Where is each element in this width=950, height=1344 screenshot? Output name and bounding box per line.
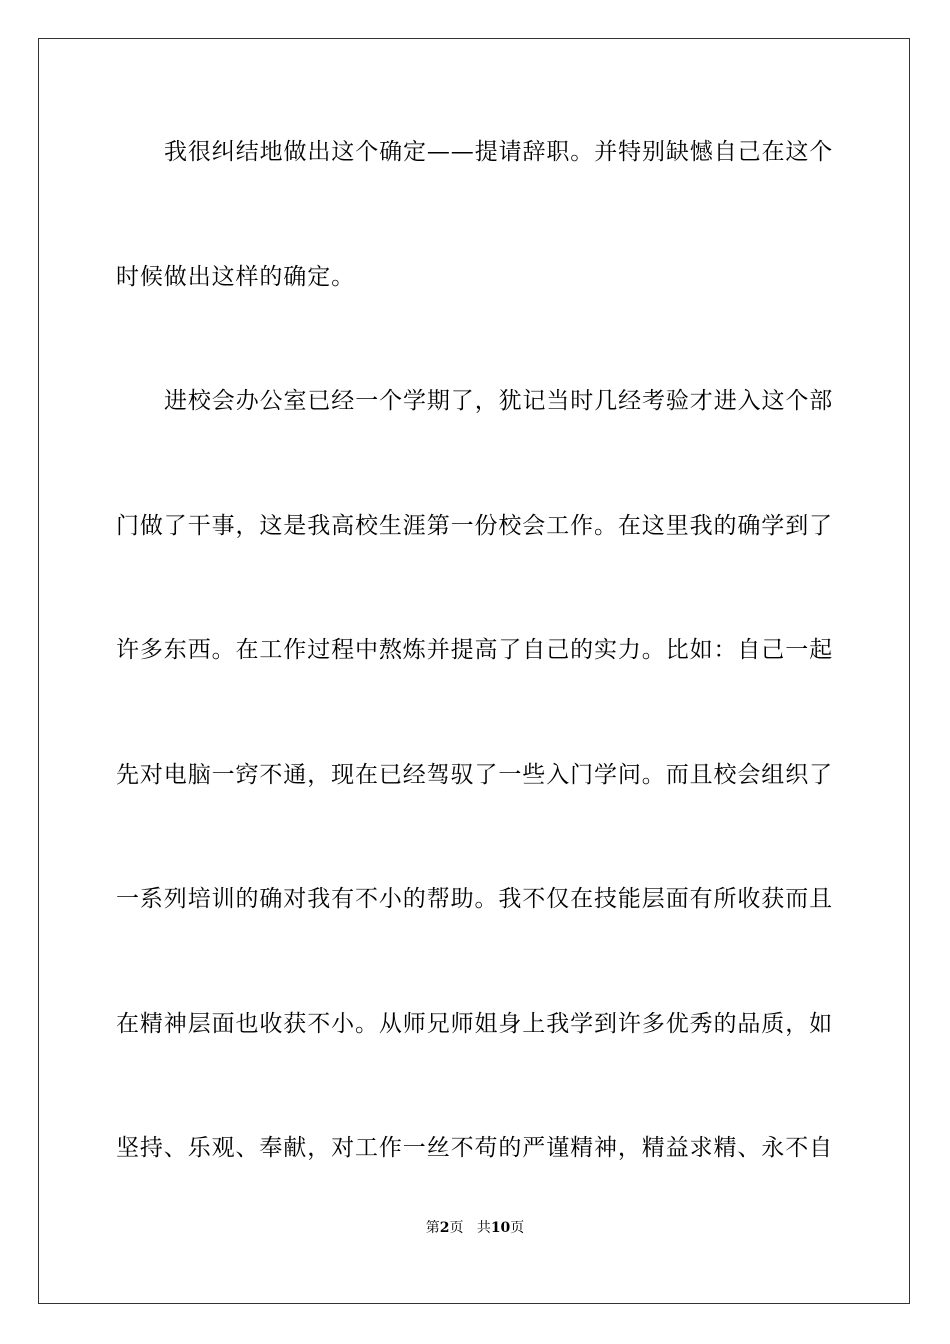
paragraph-line: 坚持、乐观、奉献，对工作一丝不苟的严谨精神，精益求精、永不自 bbox=[116, 1135, 833, 1161]
total-prefix: 共 bbox=[476, 1220, 491, 1236]
page-number: 2 bbox=[439, 1220, 450, 1236]
paragraph-line: 在精神层面也收获不小。从师兄师姐身上我学到许多优秀的品质，如 bbox=[116, 1011, 833, 1037]
paragraph-line: 进校会办公室已经一个学期了，犹记当时几经考验才进入这个部 bbox=[164, 388, 834, 414]
paragraph-line: 先对电脑一窍不通，现在已经驾驭了一些入门学问。而且校会组织了 bbox=[116, 762, 833, 788]
page-footer bbox=[0, 1219, 950, 1237]
page-suffix: 页 bbox=[449, 1220, 464, 1236]
paragraph-line: 门做了干事，这是我高校生涯第一份校会工作。在这里我的确学到了 bbox=[116, 513, 833, 539]
total-pages: 10 bbox=[490, 1220, 511, 1236]
paragraph-line: 时候做出这样的确定。 bbox=[116, 264, 355, 290]
paragraph-line: 一系列培训的确对我有不小的帮助。我不仅在技能层面有所收获而且 bbox=[116, 886, 833, 912]
page-border bbox=[38, 38, 910, 1304]
page-prefix: 第 bbox=[425, 1220, 440, 1236]
paragraph-line: 我很纠结地做出这个确定——提请辞职。并特别缺憾自己在这个 bbox=[164, 139, 834, 165]
total-suffix: 页 bbox=[510, 1220, 525, 1236]
paragraph-line: 许多东西。在工作过程中熬炼并提高了自己的实力。比如：自己一起 bbox=[116, 637, 833, 663]
